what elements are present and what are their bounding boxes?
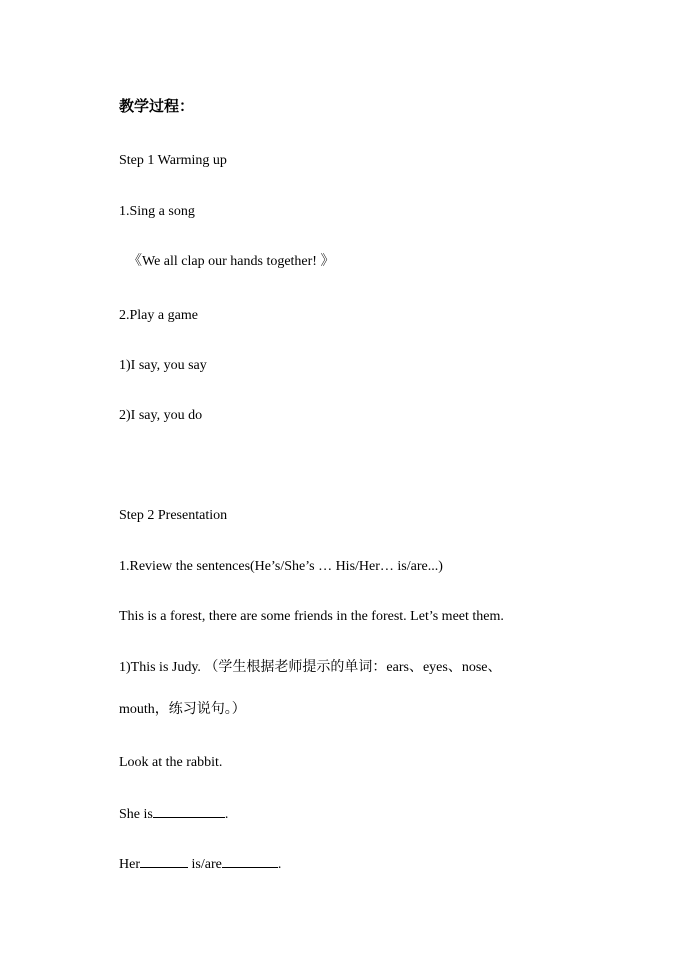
look-rabbit: Look at the rabbit. <box>119 755 223 770</box>
step2-title: Step 2 Presentation <box>119 508 228 523</box>
her-sentence <box>119 854 281 874</box>
game-sub-do: 2)I say, you do <box>119 408 203 423</box>
step1-item-game: 2.Play a game <box>119 308 198 323</box>
fill-blank <box>140 854 188 868</box>
fill-blank <box>153 804 225 818</box>
she-is-period: . <box>224 807 229 822</box>
fill-blank <box>222 854 278 868</box>
judy-instruction-line1: 1)This is Judy. （学生根据老师提示的单词：ears、eyes、nose、 <box>119 660 502 675</box>
step1-title: Step 1 Warming up <box>119 153 227 168</box>
section-heading: 教学过程： <box>119 97 195 115</box>
step2-item-review: 1.Review the sentences(He’s/She’s … His/Her… is/are...) <box>119 559 443 574</box>
she-is-sentence <box>119 804 228 824</box>
forest-intro: This is a forest, there are some friends in the forest. Let’s meet them. <box>119 609 504 624</box>
she-is-text: She is <box>119 807 153 822</box>
her-text: Her <box>119 857 140 872</box>
judy-instruction-line2: mouth，练习说句。） <box>119 702 246 717</box>
is-are-text: is/are <box>188 857 222 872</box>
her-period: . <box>277 857 282 872</box>
step1-item-sing: 1.Sing a song <box>119 204 195 219</box>
song-title: 《We all clap our hands together! 》 <box>128 254 335 269</box>
game-sub-say: 1)I say, you say <box>119 358 207 373</box>
